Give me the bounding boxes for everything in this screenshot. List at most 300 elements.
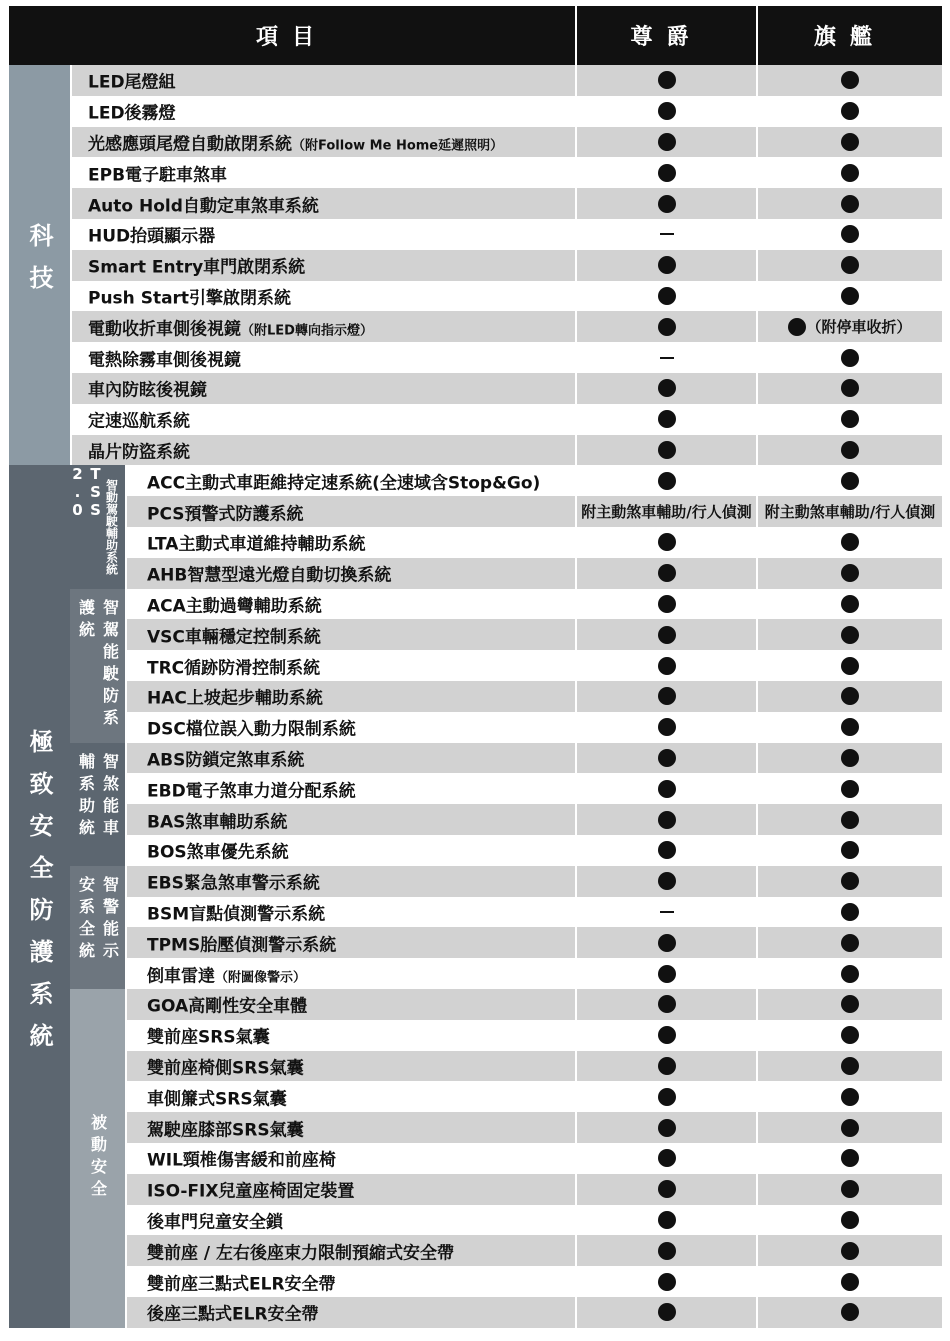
- column-divider: [575, 589, 577, 620]
- row-item-text: TRC循跡防滑控制系統: [147, 658, 321, 679]
- column-divider: [575, 1081, 577, 1112]
- row-item-label: [147, 622, 321, 647]
- standard-dot-icon: [658, 410, 676, 428]
- column-divider: [575, 619, 577, 650]
- spec-cell: [577, 866, 756, 897]
- standard-dot-icon: [658, 1273, 676, 1291]
- spec-cell: [758, 373, 942, 404]
- spec-cell: [758, 1081, 942, 1112]
- not-available-dash-icon: [660, 233, 674, 235]
- standard-dot-icon: [658, 1180, 676, 1198]
- table-row: [72, 373, 942, 404]
- standard-dot-icon: [841, 102, 859, 120]
- column-divider: [756, 1297, 758, 1328]
- table-row: [127, 1235, 942, 1266]
- spec-cell: [577, 127, 756, 158]
- table-row: [127, 773, 942, 804]
- row-item-text: ABS防鎖定煞車系統: [147, 750, 305, 771]
- subgroup-label: [70, 743, 125, 866]
- standard-dot-icon: [658, 934, 676, 952]
- column-divider: [756, 835, 758, 866]
- row-item-note: （附LED轉向指示燈）: [241, 323, 373, 339]
- row-item-label: [147, 1053, 304, 1078]
- row-item-text: GOA高剛性安全車體: [147, 996, 308, 1017]
- spec-cell: [577, 1205, 756, 1236]
- standard-dot-icon: [841, 195, 859, 213]
- row-item-label: [147, 838, 289, 863]
- spec-cell: [758, 496, 942, 527]
- table-row: [127, 835, 942, 866]
- table-row: [127, 650, 942, 681]
- row-item-text: 車內防眩後視鏡: [88, 380, 207, 401]
- tss-label: TSS 2.0: [68, 465, 105, 520]
- standard-dot-icon: [658, 195, 676, 213]
- row-item-text: 倒車雷達: [147, 966, 215, 987]
- row-item-text: 光感應頭尾燈自動啟閉系統: [88, 134, 292, 155]
- standard-dot-icon: [841, 780, 859, 798]
- table-row: [72, 188, 942, 219]
- column-divider: [756, 989, 758, 1020]
- spec-cell: [758, 650, 942, 681]
- standard-dot-icon: [658, 995, 676, 1013]
- column-divider: [756, 866, 758, 897]
- table-row: [127, 1020, 942, 1051]
- column-divider: [575, 1112, 577, 1143]
- spec-cell: [758, 712, 942, 743]
- standard-dot-icon: [841, 287, 859, 305]
- spec-cell: [577, 1174, 756, 1205]
- standard-dot-icon: [841, 749, 859, 767]
- spec-cell: [758, 435, 942, 466]
- standard-dot-icon: [841, 1211, 859, 1229]
- row-item-label: [147, 1207, 283, 1232]
- table-row: [72, 157, 942, 188]
- spec-cell: [577, 373, 756, 404]
- spec-cell: [758, 1266, 942, 1297]
- category-label: [9, 465, 70, 1327]
- spec-cell: [577, 465, 756, 496]
- table-row: [127, 1051, 942, 1082]
- standard-dot-icon: [841, 441, 859, 459]
- column-divider: [575, 1174, 577, 1205]
- spec-cell: [577, 743, 756, 774]
- spec-cell: [577, 1020, 756, 1051]
- table-row: [127, 927, 942, 958]
- column-divider: [756, 250, 758, 281]
- table-row: [127, 743, 942, 774]
- subgroup-text: 被動安全: [88, 1114, 108, 1203]
- table-row: [72, 311, 942, 342]
- spec-cell: [758, 65, 942, 96]
- standard-dot-icon: [658, 472, 676, 490]
- spec-cell: [577, 619, 756, 650]
- column-divider: [756, 127, 758, 158]
- standard-dot-icon: [658, 1119, 676, 1137]
- column-divider: [575, 96, 577, 127]
- standard-dot-icon: [658, 133, 676, 151]
- row-item-text: Smart Entry車門啟閉系統: [88, 257, 306, 278]
- standard-dot-icon: [841, 472, 859, 490]
- row-item-text: 駕駛座膝部SRS氣囊: [147, 1120, 304, 1141]
- standard-dot-icon: [658, 811, 676, 829]
- standard-dot-icon: [841, 934, 859, 952]
- table-row: [72, 404, 942, 435]
- row-item-text: LED尾燈組: [88, 72, 176, 93]
- spec-cell: [577, 281, 756, 312]
- column-divider: [756, 435, 758, 466]
- table-row: [127, 527, 942, 558]
- standard-dot-icon: [658, 1303, 676, 1321]
- spec-cell: [758, 897, 942, 928]
- standard-dot-icon: [841, 687, 859, 705]
- row-item-text: ISO-FIX兒童座椅固定裝置: [147, 1181, 355, 1202]
- row-item-text: 雙前座三點式ELR安全帶: [147, 1274, 336, 1295]
- header-col1: [577, 6, 756, 65]
- column-divider: [756, 897, 758, 928]
- standard-dot-icon: [841, 379, 859, 397]
- not-available-dash-icon: [660, 357, 674, 359]
- standard-dot-icon: [658, 1026, 676, 1044]
- spec-cell: [758, 743, 942, 774]
- standard-dot-icon: [841, 533, 859, 551]
- row-item-label: [147, 899, 325, 924]
- subgroup-label: [70, 589, 125, 743]
- standard-dot-icon: [841, 903, 859, 921]
- cell-text: 附主動煞車輔助/行人偵測: [581, 503, 752, 522]
- standard-dot-icon: [658, 1242, 676, 1260]
- standard-dot-icon: [841, 1088, 859, 1106]
- row-item-text: Auto Hold自動定車煞車系統: [88, 196, 319, 217]
- standard-dot-icon: [841, 657, 859, 675]
- header-col1-label: 尊爵: [630, 25, 703, 50]
- spec-cell: [758, 1020, 942, 1051]
- standard-dot-icon: [658, 71, 676, 89]
- spec-cell: [758, 1205, 942, 1236]
- column-divider: [756, 219, 758, 250]
- table-row: [127, 1297, 942, 1328]
- column-divider: [575, 866, 577, 897]
- standard-dot-icon: [658, 1088, 676, 1106]
- table-row: [127, 1205, 942, 1236]
- spec-cell: [758, 558, 942, 589]
- row-item-label: [88, 283, 291, 308]
- table-row: [72, 250, 942, 281]
- standard-dot-icon: [658, 533, 676, 551]
- standard-dot-icon: [658, 564, 676, 582]
- standard-dot-icon: [788, 318, 806, 336]
- standard-dot-icon: [658, 718, 676, 736]
- column-divider: [575, 773, 577, 804]
- standard-dot-icon: [841, 1149, 859, 1167]
- cell-note: （附停車收折）: [806, 318, 912, 337]
- column-divider: [756, 373, 758, 404]
- column-divider: [575, 897, 577, 928]
- spec-cell: [758, 619, 942, 650]
- row-item-text: 電熱除霧車側後視鏡: [88, 350, 241, 371]
- spec-cell: [577, 897, 756, 928]
- spec-cell: [758, 1174, 942, 1205]
- column-divider: [756, 1205, 758, 1236]
- standard-dot-icon: [658, 441, 676, 459]
- standard-dot-icon: [658, 1057, 676, 1075]
- spec-cell: [577, 681, 756, 712]
- row-item-text: 電動收折車側後視鏡: [88, 319, 241, 340]
- standard-dot-icon: [841, 1180, 859, 1198]
- row-item-text: LED後霧燈: [88, 103, 176, 124]
- standard-dot-icon: [658, 687, 676, 705]
- spec-cell: [577, 527, 756, 558]
- table-row: [72, 65, 942, 96]
- row-item-text: 後車門兒童安全鎖: [147, 1212, 283, 1233]
- column-divider: [756, 465, 758, 496]
- spec-cell: [758, 188, 942, 219]
- spec-cell: [577, 435, 756, 466]
- table-row: [127, 681, 942, 712]
- spec-cell: [577, 219, 756, 250]
- column-divider: [575, 311, 577, 342]
- row-item-text: VSC車輛穩定控制系統: [147, 627, 321, 648]
- column-divider: [756, 65, 758, 96]
- row-item-text: HAC上坡起步輔助系統: [147, 688, 323, 709]
- standard-dot-icon: [658, 287, 676, 305]
- row-item-text: 雙前座SRS氣囊: [147, 1027, 270, 1048]
- standard-dot-icon: [841, 1242, 859, 1260]
- row-item-label: [147, 530, 365, 555]
- row-item-note: （附Follow Me Home延遲照明）: [292, 138, 504, 154]
- subgroup-label: [70, 866, 125, 989]
- row-item-label: [88, 253, 305, 278]
- row-item-label: [147, 992, 307, 1017]
- row-item-text: 雙前座椅側SRS氣囊: [147, 1058, 304, 1079]
- column-divider: [575, 188, 577, 219]
- standard-dot-icon: [841, 164, 859, 182]
- table-row: [72, 342, 942, 373]
- spec-cell: [577, 496, 756, 527]
- standard-dot-icon: [841, 841, 859, 859]
- row-item-text: AHB智慧型遠光燈自動切換系統: [147, 565, 392, 586]
- spec-cell: [758, 281, 942, 312]
- spec-cell: [577, 1143, 756, 1174]
- standard-dot-icon: [841, 410, 859, 428]
- column-divider: [575, 435, 577, 466]
- cell-text: 附主動煞車輔助/行人偵測: [764, 503, 936, 522]
- table-row: [127, 465, 942, 496]
- header-col2-label: 旗艦: [813, 25, 886, 50]
- column-divider: [756, 558, 758, 589]
- spec-cell: [758, 1297, 942, 1328]
- table-row: [127, 804, 942, 835]
- row-item-text: BSM盲點偵測警示系統: [147, 904, 326, 925]
- standard-dot-icon: [841, 71, 859, 89]
- row-item-label: [147, 1115, 304, 1140]
- spec-cell: [758, 465, 942, 496]
- row-item-label: [147, 468, 540, 493]
- row-item-label: [147, 653, 320, 678]
- standard-dot-icon: [658, 164, 676, 182]
- column-divider: [756, 1112, 758, 1143]
- column-divider: [575, 1235, 577, 1266]
- spec-cell: [758, 342, 942, 373]
- table-row: [72, 281, 942, 312]
- column-divider: [756, 1081, 758, 1112]
- column-divider: [756, 681, 758, 712]
- spec-cell: [577, 773, 756, 804]
- column-divider: [575, 989, 577, 1020]
- spec-cell: [758, 804, 942, 835]
- column-divider: [575, 404, 577, 435]
- column-divider: [575, 496, 577, 527]
- column-divider: [575, 1051, 577, 1082]
- row-item-text: 雙前座 / 左右後座束力限制預縮式安全帶: [147, 1243, 455, 1264]
- table-row: [127, 866, 942, 897]
- column-divider: [575, 1020, 577, 1051]
- row-item-label: [88, 191, 319, 216]
- column-divider: [756, 527, 758, 558]
- column-divider: [756, 743, 758, 774]
- column-divider: [575, 219, 577, 250]
- table-row: [127, 712, 942, 743]
- spec-cell: [758, 989, 942, 1020]
- column-divider: [575, 681, 577, 712]
- standard-dot-icon: [658, 626, 676, 644]
- row-item-label: [147, 1269, 336, 1294]
- table-row: [72, 435, 942, 466]
- row-item-label: [88, 314, 373, 339]
- standard-dot-icon: [658, 749, 676, 767]
- spec-cell: [758, 1051, 942, 1082]
- column-divider: [575, 1143, 577, 1174]
- column-divider: [756, 281, 758, 312]
- subgroup-label: [70, 989, 125, 1328]
- standard-dot-icon: [658, 102, 676, 120]
- column-divider: [756, 1051, 758, 1082]
- table-row: [72, 96, 942, 127]
- subgroup-text: 智警能示安系全統: [76, 875, 120, 964]
- row-item-label: [147, 961, 306, 986]
- row-item-text: PCS預警式防護系統: [147, 504, 304, 525]
- spec-cell: [758, 1112, 942, 1143]
- standard-dot-icon: [658, 318, 676, 336]
- standard-dot-icon: [841, 1273, 859, 1291]
- table-row: [127, 619, 942, 650]
- row-item-label: [147, 715, 356, 740]
- row-item-text: EPB電子駐車煞車: [88, 165, 228, 186]
- category-text: 科技: [25, 223, 53, 308]
- tss-sublabel: 智動駕駛輔助系統: [104, 478, 119, 575]
- spec-cell: [577, 927, 756, 958]
- standard-dot-icon: [658, 256, 676, 274]
- row-item-label: [147, 1023, 270, 1048]
- column-divider: [756, 1266, 758, 1297]
- subgroup-label: [70, 465, 125, 588]
- column-divider: [756, 404, 758, 435]
- column-divider: [756, 1143, 758, 1174]
- spec-cell: [577, 311, 756, 342]
- standard-dot-icon: [841, 1119, 859, 1137]
- standard-dot-icon: [658, 841, 676, 859]
- row-item-label: [88, 99, 176, 124]
- standard-dot-icon: [658, 379, 676, 397]
- row-item-label: [147, 776, 356, 801]
- column-divider: [575, 927, 577, 958]
- standard-dot-icon: [841, 626, 859, 644]
- spec-cell: [577, 1297, 756, 1328]
- row-item-label: [147, 684, 323, 709]
- spec-cell: [758, 681, 942, 712]
- row-item-label: [88, 160, 227, 185]
- column-divider: [575, 712, 577, 743]
- spec-cell: [577, 804, 756, 835]
- row-item-text: BOS煞車優先系統: [147, 842, 289, 863]
- row-item-label: [88, 222, 215, 247]
- standard-dot-icon: [658, 780, 676, 798]
- spec-cell: [577, 558, 756, 589]
- table-row: [127, 1112, 942, 1143]
- spec-cell: [577, 188, 756, 219]
- standard-dot-icon: [658, 872, 676, 890]
- table-row: [72, 127, 942, 158]
- spec-cell: [577, 250, 756, 281]
- spec-cell: [577, 96, 756, 127]
- spec-cell: [758, 157, 942, 188]
- row-item-label: [147, 1146, 336, 1171]
- table-row: [72, 219, 942, 250]
- row-item-text: WIL頸椎傷害緩和前座椅: [147, 1150, 336, 1171]
- row-item-label: [147, 869, 320, 894]
- table-row: [127, 1266, 942, 1297]
- spec-cell: [577, 404, 756, 435]
- column-divider: [575, 373, 577, 404]
- row-item-text: EBS緊急煞車警示系統: [147, 873, 320, 894]
- category-label: [9, 65, 70, 465]
- row-item-label: [147, 1084, 287, 1109]
- column-divider: [575, 157, 577, 188]
- row-item-text: 定速巡航系統: [88, 411, 190, 432]
- row-item-text: 晶片防盜系統: [88, 442, 190, 463]
- spec-cell: [577, 650, 756, 681]
- spec-cell: [577, 342, 756, 373]
- row-item-note: （附圖像警示）: [215, 970, 307, 986]
- column-divider: [575, 465, 577, 496]
- row-item-label: [88, 376, 207, 401]
- spec-cell: [577, 1081, 756, 1112]
- row-item-label: [147, 591, 322, 616]
- spec-cell: [758, 96, 942, 127]
- row-item-label: [147, 1177, 354, 1202]
- table-row: [127, 958, 942, 989]
- column-divider: [756, 1174, 758, 1205]
- column-divider: [575, 804, 577, 835]
- spec-cell: [758, 835, 942, 866]
- row-item-text: 車側簾式SRS氣囊: [147, 1089, 287, 1110]
- column-divider: [575, 1205, 577, 1236]
- column-divider: [575, 1266, 577, 1297]
- spec-cell: [758, 250, 942, 281]
- column-divider: [756, 619, 758, 650]
- column-divider: [575, 281, 577, 312]
- spec-cell: [758, 527, 942, 558]
- column-divider: [756, 650, 758, 681]
- row-item-text: 後座三點式ELR安全帶: [147, 1304, 319, 1325]
- table-row: [127, 1143, 942, 1174]
- column-divider: [756, 96, 758, 127]
- spec-cell: [758, 127, 942, 158]
- row-item-text: HUD抬頭顯示器: [88, 226, 216, 247]
- spec-cell: [577, 1266, 756, 1297]
- column-divider: [756, 157, 758, 188]
- standard-dot-icon: [841, 225, 859, 243]
- column-divider: [756, 188, 758, 219]
